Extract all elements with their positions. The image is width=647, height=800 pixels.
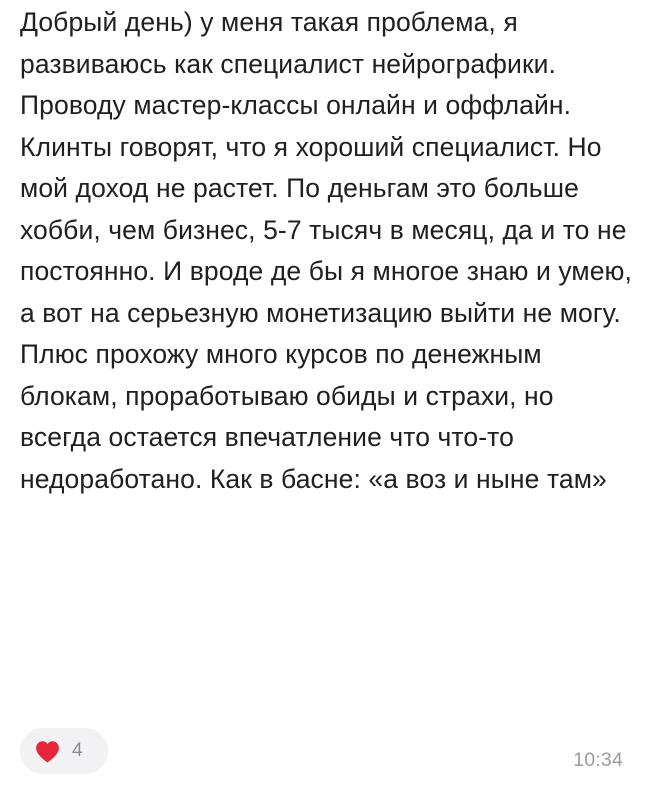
reaction-count: 4 [72, 740, 83, 761]
message-footer [20, 728, 633, 774]
message-text: Добрый день) у меня такая проблема, я развиваюсь как специалист нейрографики. Проводу мастер-классы онлайн и оффлайн. Клинты говорят, что я хороший специалист. Но мой доход не растет. По деньгам это больше хобби, чем бизнес, 5-7 тысяч в месяц, да и то не постоянно. И вроде де бы я многое знаю и умею, а вот на серьезную монетизацию выйти не могу. Плюс прохожу много курсов по денежным блокам, проработываю обиды и страхи, но всегда остается впечатление что что-то недоработано. Как в басне: «а воз и ныне там» [20, 7, 640, 494]
heart-icon [34, 738, 61, 765]
reaction-pill[interactable] [20, 728, 108, 774]
message-timestamp: 10:34 [573, 749, 623, 771]
